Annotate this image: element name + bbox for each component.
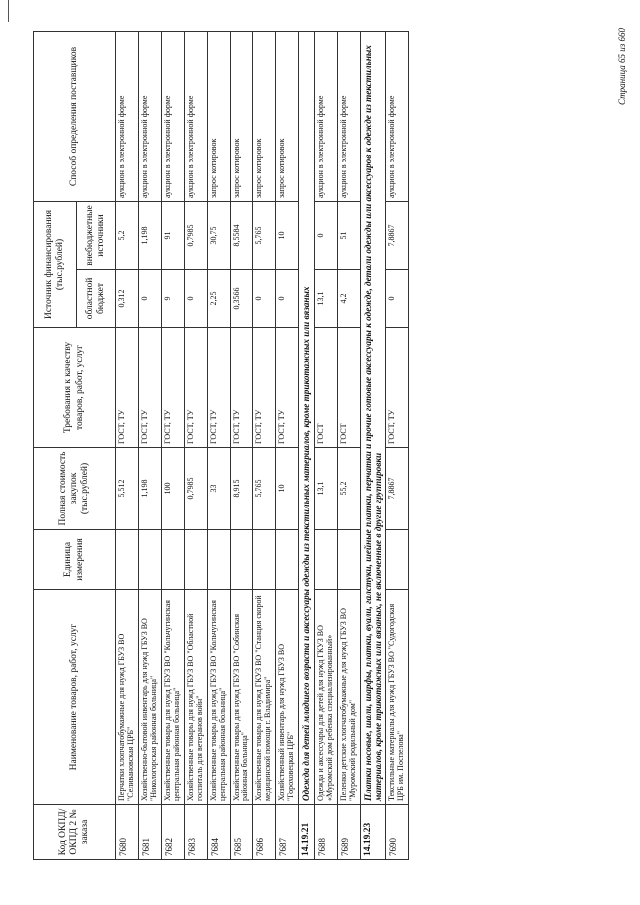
row-cost: 1,198 <box>138 448 161 530</box>
row-unit <box>253 530 276 590</box>
row-cost: 5,765 <box>253 448 276 530</box>
table-body <box>116 32 409 860</box>
row-regional: 0 <box>184 270 207 328</box>
row-name: Хозяйственные товары для нужд ГБУЗ ВО "Областной госпиталь для ветеранов войн" <box>184 590 207 805</box>
row-unit <box>207 530 230 590</box>
row-name: Хозяйственные товары для нужд ГБУЗ ВО "Кольчугинская центральная районная больница" <box>161 590 184 805</box>
row-name: Пеленки детские хлопчатобумажные для нужд ГБУЗ ВО "Муромский родильный дом" <box>337 590 360 805</box>
row-requirements: ГОСТ <box>314 328 337 448</box>
row-unit <box>337 530 360 590</box>
row-name: Хозяйственный инвентарь для нужд ГБУЗ ВО "Гороховецкая ЦРБ" <box>276 590 299 805</box>
row-requirements: ГОСТ, ТУ <box>184 328 207 448</box>
row-code: 7687 <box>276 805 299 860</box>
row-unit <box>161 530 184 590</box>
page-footer: Страница 65 из 660 <box>617 28 627 105</box>
row-requirements: ГОСТ, ТУ <box>207 328 230 448</box>
row-regional: 0 <box>276 270 299 328</box>
row-unit <box>184 530 207 590</box>
table-row <box>386 32 409 860</box>
table-row <box>253 32 276 860</box>
row-name: Перчатки хлопчатобумажные для нужд ГБУЗ ВО "Селивановская ЦРБ" <box>116 590 139 805</box>
row-extrabudget: 5,765 <box>253 202 276 270</box>
group-title: Одежда для детей младшего возраста и аксессуары одежды из текстильных материалов, кроме трикотажных или вязаных <box>299 32 315 805</box>
group-row <box>299 32 315 860</box>
row-method: аукцион в электронной форме <box>161 32 184 202</box>
row-name: Текстильные материалы для нужд ГБУЗ ВО "Судогодская ЦРБ им. Поспелова" <box>386 590 409 805</box>
row-regional: 9 <box>161 270 184 328</box>
table-row <box>337 32 360 860</box>
table-row <box>314 32 337 860</box>
row-extrabudget: 91 <box>161 202 184 270</box>
row-unit <box>386 530 409 590</box>
group-title: Платки носовые, шали, шарфы, платки, вуали, галстуки, шейные платки, перчатки и прочие готовые аксессуары к одежде, детали одежды или аксессуаров к одежде из текстильных материалов, кроме трикотажных или вязаных, не включенные в другие группировки <box>360 32 386 805</box>
row-unit <box>138 530 161 590</box>
row-cost: 10 <box>276 448 299 530</box>
row-regional: 0,3566 <box>230 270 253 328</box>
row-name: Одежда и аксессуары для детей для нужд ГКУЗ ВО «Муромский дом ребенка специализированный» <box>314 590 337 805</box>
row-requirements: ГОСТ, ТУ <box>386 328 409 448</box>
row-code: 7680 <box>116 805 139 860</box>
row-code: 7685 <box>230 805 253 860</box>
header-name: Наименование товаров, работ, услуг <box>34 590 116 805</box>
row-cost: 13,1 <box>314 448 337 530</box>
table-row <box>276 32 299 860</box>
row-name: Хозяйственные товары для нужд ГБУЗ ВО "Собинская районная больница" <box>230 590 253 805</box>
group-code: 14.19.21 <box>299 805 315 860</box>
table-row <box>230 32 253 860</box>
row-requirements: ГОСТ, ТУ <box>230 328 253 448</box>
row-regional: 2,25 <box>207 270 230 328</box>
row-name: Хозяйственно-бытовой инвентарь для нужд ГБУЗ ВО "Никологорская районная больница" <box>138 590 161 805</box>
header-method: Способ определения поставщиков <box>34 32 116 202</box>
row-requirements: ГОСТ, ТУ <box>253 328 276 448</box>
row-regional: 0 <box>386 270 409 328</box>
row-method: запрос котировок <box>230 32 253 202</box>
table-row <box>138 32 161 860</box>
row-name: Хозяйственные товары для нужд ГБУЗ ВО "Кольчугинская центральная районная больница" <box>207 590 230 805</box>
row-extrabudget: 7,8867 <box>386 202 409 270</box>
row-unit <box>314 530 337 590</box>
row-method: аукцион в электронной форме <box>138 32 161 202</box>
row-code: 7682 <box>161 805 184 860</box>
row-code: 7689 <box>337 805 360 860</box>
row-cost: 0,7985 <box>184 448 207 530</box>
header-row <box>34 32 77 860</box>
row-regional: 4,2 <box>337 270 360 328</box>
row-code: 7686 <box>253 805 276 860</box>
row-cost: 5,512 <box>116 448 139 530</box>
row-unit <box>116 530 139 590</box>
row-cost: 100 <box>161 448 184 530</box>
row-cost: 33 <box>207 448 230 530</box>
row-method: аукцион в электронной форме <box>314 32 337 202</box>
row-method: аукцион в электронной форме <box>337 32 360 202</box>
table-row <box>161 32 184 860</box>
row-extrabudget: 0 <box>314 202 337 270</box>
row-extrabudget: 0,7985 <box>184 202 207 270</box>
row-code: 7690 <box>386 805 409 860</box>
header-funding: Источник финансирования (тыс.рублей) <box>34 202 77 328</box>
row-method: аукцион в электронной форме <box>386 32 409 202</box>
row-cost: 8,915 <box>230 448 253 530</box>
row-code: 7688 <box>314 805 337 860</box>
row-regional: 0,312 <box>116 270 139 328</box>
row-method: запрос котировок <box>207 32 230 202</box>
procurement-table <box>33 31 409 860</box>
row-cost: 7,8867 <box>386 448 409 530</box>
row-requirements: ГОСТ, ТУ <box>276 328 299 448</box>
row-method: аукцион в электронной форме <box>184 32 207 202</box>
row-cost: 55,2 <box>337 448 360 530</box>
row-name: Хозяйственные товары для нужд ГКУЗ ВО "Станция скорой медицинской помощи г. Владимира" <box>253 590 276 805</box>
row-regional: 13,1 <box>314 270 337 328</box>
row-method: запрос котировок <box>253 32 276 202</box>
group-row <box>360 32 386 860</box>
row-code: 7684 <box>207 805 230 860</box>
row-requirements: ГОСТ <box>337 328 360 448</box>
row-unit <box>276 530 299 590</box>
table-row <box>184 32 207 860</box>
row-requirements: ГОСТ, ТУ <box>138 328 161 448</box>
row-extrabudget: 10 <box>276 202 299 270</box>
table-row <box>116 32 139 860</box>
header-extrabudget: внебюджетные источники <box>77 202 116 270</box>
row-code: 7683 <box>184 805 207 860</box>
row-extrabudget: 5,2 <box>116 202 139 270</box>
header-cost: Полная стоимость закупок (тыс.рублей) <box>34 448 116 530</box>
header-code: Код ОКПД/ ОКПД 2 № заказа <box>34 805 116 860</box>
row-method: запрос котировок <box>276 32 299 202</box>
header-requirements: Требования к качеству товаров, работ, услуг <box>34 328 116 448</box>
row-extrabudget: 8,5584 <box>230 202 253 270</box>
row-requirements: ГОСТ, ТУ <box>116 328 139 448</box>
row-regional: 0 <box>138 270 161 328</box>
row-unit <box>230 530 253 590</box>
row-extrabudget: 1,198 <box>138 202 161 270</box>
table-row <box>207 32 230 860</box>
row-method: аукцион в электронной форме <box>116 32 139 202</box>
header-regional: областной бюджет <box>77 270 116 328</box>
row-extrabudget: 51 <box>337 202 360 270</box>
row-extrabudget: 30,75 <box>207 202 230 270</box>
row-requirements: ГОСТ, ТУ <box>161 328 184 448</box>
row-code: 7681 <box>138 805 161 860</box>
group-code: 14.19.23 <box>360 805 386 860</box>
header-unit: Единица измерения <box>34 530 116 590</box>
row-regional: 0 <box>253 270 276 328</box>
